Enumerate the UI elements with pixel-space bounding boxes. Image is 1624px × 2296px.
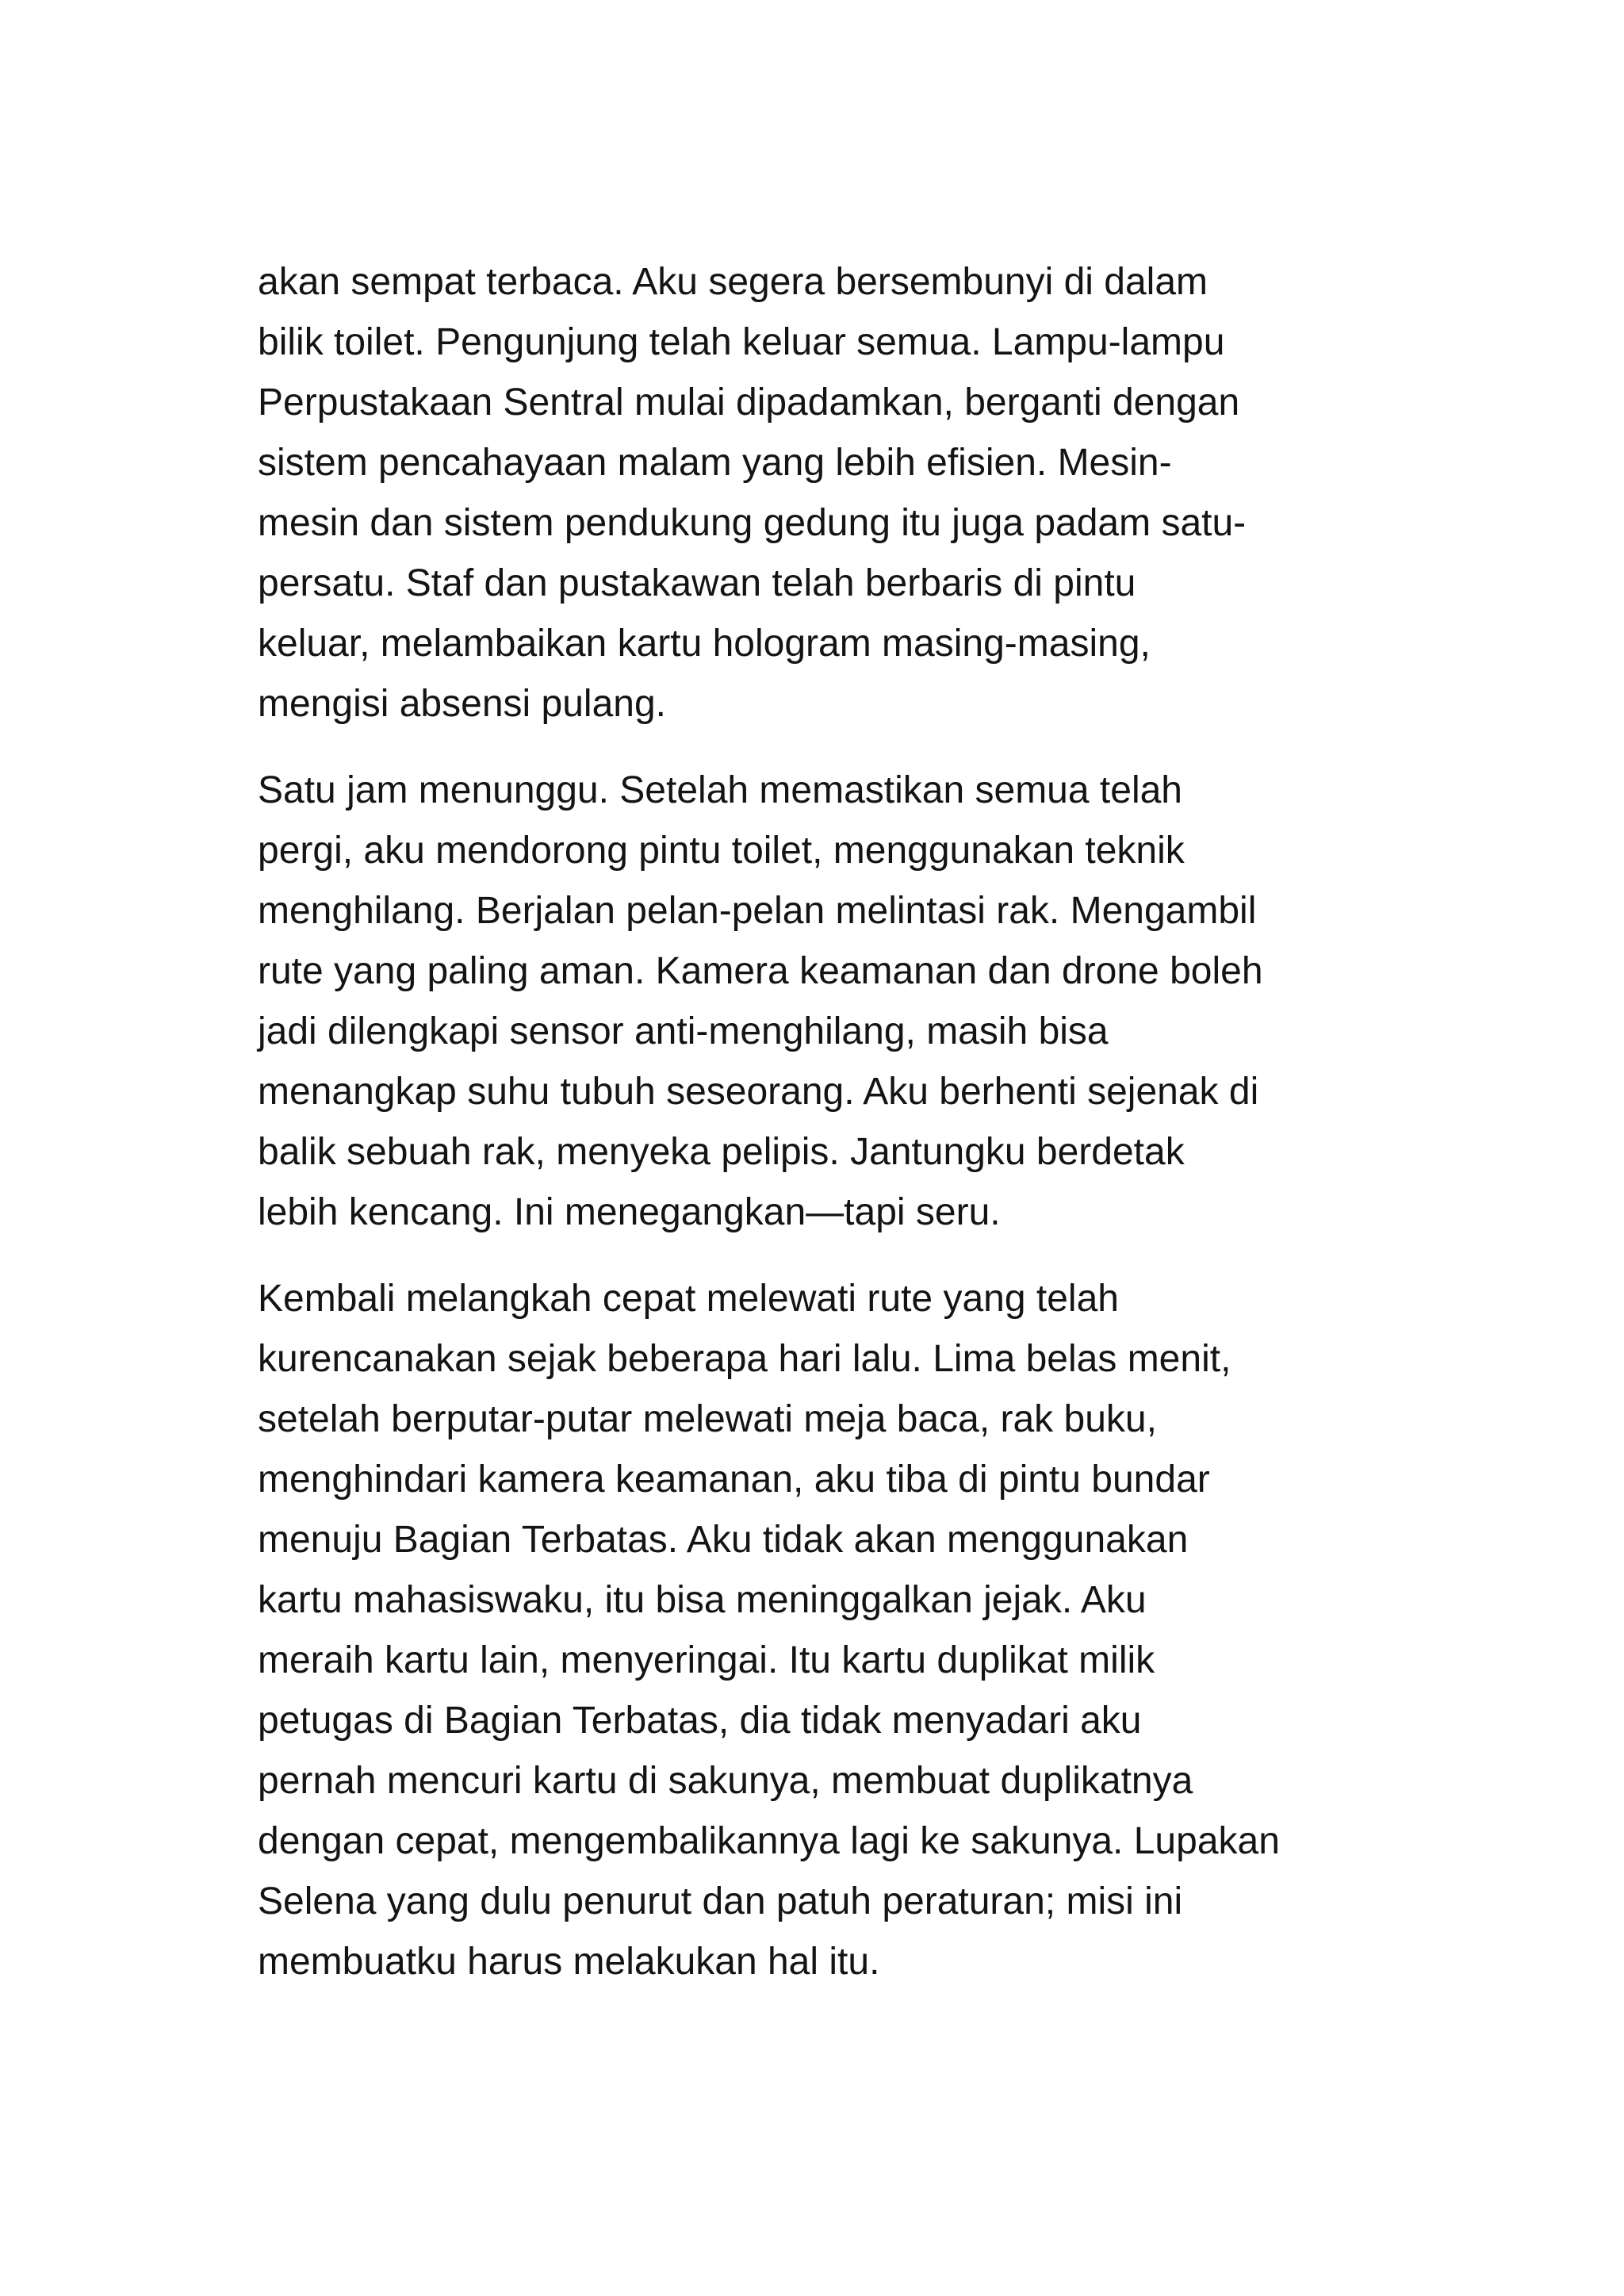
text-line: setelah berputar-putar melewati meja baca, rak buku,: [258, 1398, 1157, 1440]
body-text: [258, 252, 1400, 2018]
text-line: Perpustakaan Sentral mulai dipadamkan, berganti dengan: [258, 381, 1240, 424]
text-line: menuju Bagian Terbatas. Aku tidak akan menggunakan: [258, 1519, 1189, 1561]
text-line: dengan cepat, mengembalikannya lagi ke sakunya. Lupakan: [258, 1820, 1280, 1862]
text-line: balik sebuah rak, menyeka pelipis. Jantungku berdetak: [258, 1131, 1185, 1173]
text-line: petugas di Bagian Terbatas, dia tidak menyadari aku: [258, 1700, 1142, 1742]
text-line: mengisi absensi pulang.: [258, 683, 666, 725]
text-line: keluar, melambaikan kartu hologram masing-masing,: [258, 623, 1151, 665]
text-line: Selena yang dulu penurut dan patuh peraturan; misi ini: [258, 1880, 1183, 1922]
text-line: kartu mahasiswaku, itu bisa meninggalkan jejak. Aku: [258, 1579, 1147, 1621]
paragraph-2: [258, 761, 1400, 1243]
text-line: membuatku harus melakukan hal itu.: [258, 1941, 880, 1983]
text-line: menangkap suhu tubuh seseorang. Aku berhenti sejenak di: [258, 1071, 1259, 1113]
text-line: lebih kencang. Ini menegangkan—tapi seru.: [258, 1191, 1001, 1233]
text-line: rute yang paling aman. Kamera keamanan dan drone boleh: [258, 950, 1263, 992]
text-line: kurencanakan sejak beberapa hari lalu. Lima belas menit,: [258, 1338, 1231, 1380]
text-line: bilik toilet. Pengunjung telah keluar semua. Lampu-lampu: [258, 321, 1225, 363]
text-line: mesin dan sistem pendukung gedung itu juga padam satu-: [258, 502, 1247, 544]
paragraph-3: [258, 1269, 1400, 1992]
text-line: persatu. Staf dan pustakawan telah berbaris di pintu: [258, 562, 1136, 604]
text-line: akan sempat terbaca. Aku segera bersembunyi di dalam: [258, 261, 1208, 303]
text-line: jadi dilengkapi sensor anti-menghilang, masih bisa: [258, 1010, 1109, 1052]
text-line: meraih kartu lain, menyeringai. Itu kartu duplikat milik: [258, 1639, 1155, 1681]
text-line: menghindari kamera keamanan, aku tiba di pintu bundar: [258, 1458, 1210, 1501]
paragraph-1: [258, 252, 1400, 734]
text-line: Kembali melangkah cepat melewati rute yang telah: [258, 1278, 1119, 1320]
text-line: menghilang. Berjalan pelan-pelan melintasi rak. Mengambil: [258, 890, 1257, 932]
text-line: sistem pencahayaan malam yang lebih efisien. Mesin-: [258, 442, 1172, 484]
text-line: Satu jam menunggu. Setelah memastikan semua telah: [258, 769, 1182, 811]
text-line: pernah mencuri kartu di sakunya, membuat duplikatnya: [258, 1760, 1193, 1802]
text-line: pergi, aku mendorong pintu toilet, menggunakan teknik: [258, 830, 1185, 872]
